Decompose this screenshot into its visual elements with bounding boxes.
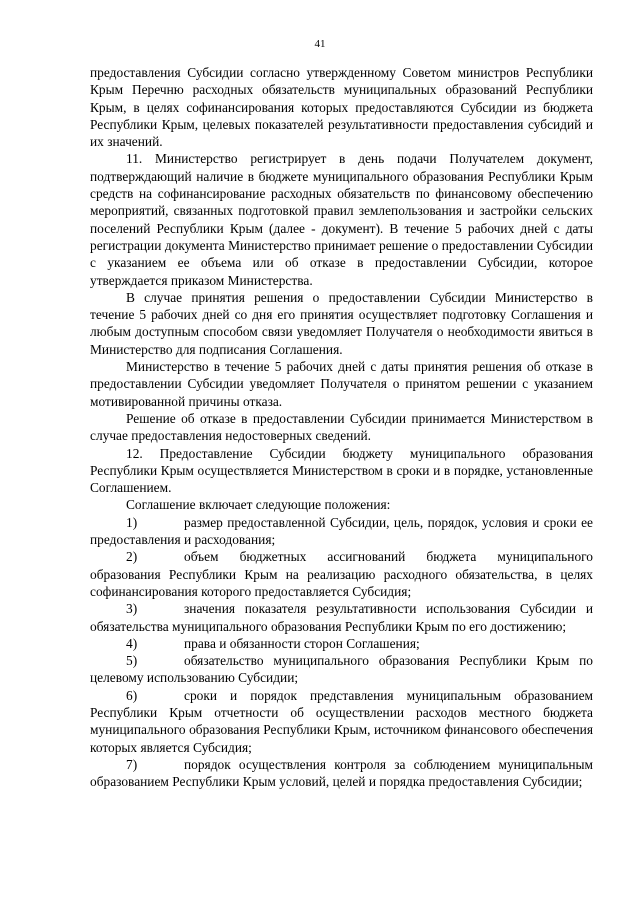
paragraph-item-12: 12. Предоставление Субсидии бюджету муниципального образования Республики Крым осуществляется Министерством в сроки и в порядке, установленные Соглашением. bbox=[90, 445, 593, 496]
list-item bbox=[90, 687, 593, 756]
list-item-number: 2) bbox=[126, 549, 138, 565]
paragraph-item-11: 11. Министерство регистрирует в день подачи Получателем документ, подтверждающий наличие в бюджете муниципального образования Республики Крым средств на софинансирование расходных обязательств по финансовому обеспечению мероприятий, связанных подготовкой правил землепользования и застройки сельских поселений Республики Крым (далее - документ). В течение 5 рабочих дней с даты регистрации документа Министерство принимает решение о предоставлении Субсидии с указанием ее объема или об отказе в предоставлении Субсидии, которое утверждается приказом Министерства. bbox=[90, 151, 593, 288]
list-item-number: 3) bbox=[126, 601, 138, 617]
list-item-text: порядок осуществления контроля за соблюдением муниципальным образованием Республики Крым условий, целей и порядка предоставления Субсидии; bbox=[90, 756, 593, 790]
list-item-text: обязательство муниципального образования Республики Крым по целевому использованию Субсидии; bbox=[90, 653, 593, 686]
list-item-number: 1) bbox=[126, 514, 138, 530]
list-item bbox=[90, 600, 593, 635]
list-item-number: 4) bbox=[126, 635, 138, 651]
list-item-text: сроки и порядок представления муниципальным образованием Республики Крым отчетности об осуществлении расходов местного бюджета муниципального образования Республики Крым, источником финансового обеспечения которых является Субсидия; bbox=[90, 687, 593, 755]
paragraph-continuation: предоставления Субсидии согласно утвержденному Советом министров Республики Крым Перечню расходных обязательств муниципальных образований Республики Крым, в целях софинансирования которых предоставляются Субсидии из бюджета Республики Крым, целевых показателей результативности предоставления субсидий и их значений. bbox=[90, 65, 593, 150]
list-item bbox=[90, 548, 593, 600]
list-item-text: объем бюджетных ассигнований бюджета муниципального образования Республики Крым на реализацию расходного обязательства, в целях софинансирования которого предоставляется Субсидия; bbox=[90, 549, 593, 599]
list-item bbox=[90, 756, 593, 791]
list-item-text: размер предоставленной Субсидии, цель, порядок, условия и сроки ее предоставления и расходования; bbox=[90, 514, 593, 548]
paragraph-refusal-grounds: Решение об отказе в предоставлении Субсидии принимается Министерством в случае предоставления недостоверных сведений. bbox=[90, 410, 593, 444]
list-item bbox=[90, 635, 593, 652]
list-item-text: права и обязанности сторон Соглашения; bbox=[184, 635, 420, 651]
paragraph-subsidy-decision: В случае принятия решения о предоставлении Субсидии Министерство в течение 5 рабочих дней со дня его принятия осуществляет подготовку Соглашения и любым доступным способом связи уведомляет Получателя о необходимости явиться в Министерство для подписания Соглашения. bbox=[90, 289, 593, 357]
list-item-text: значения показателя результативности использования Субсидии и обязательства муниципального образования Республики Крым по его достижению; bbox=[90, 601, 593, 634]
list-item bbox=[90, 652, 593, 687]
page-number: 41 bbox=[314, 38, 326, 50]
list-item-number: 5) bbox=[126, 653, 138, 669]
document-body bbox=[90, 64, 593, 790]
list-item bbox=[90, 514, 593, 549]
paragraph-refusal-notice: Министерство в течение 5 рабочих дней с даты принятия решения об отказе в предоставлении Субсидии уведомляет Получателя о принятом решении с указанием мотивированной причины отказа. bbox=[90, 359, 593, 409]
list-item-number: 7) bbox=[126, 756, 138, 772]
list-item-number: 6) bbox=[126, 687, 138, 703]
paragraph-agreement-intro: Соглашение включает следующие положения: bbox=[126, 497, 391, 513]
